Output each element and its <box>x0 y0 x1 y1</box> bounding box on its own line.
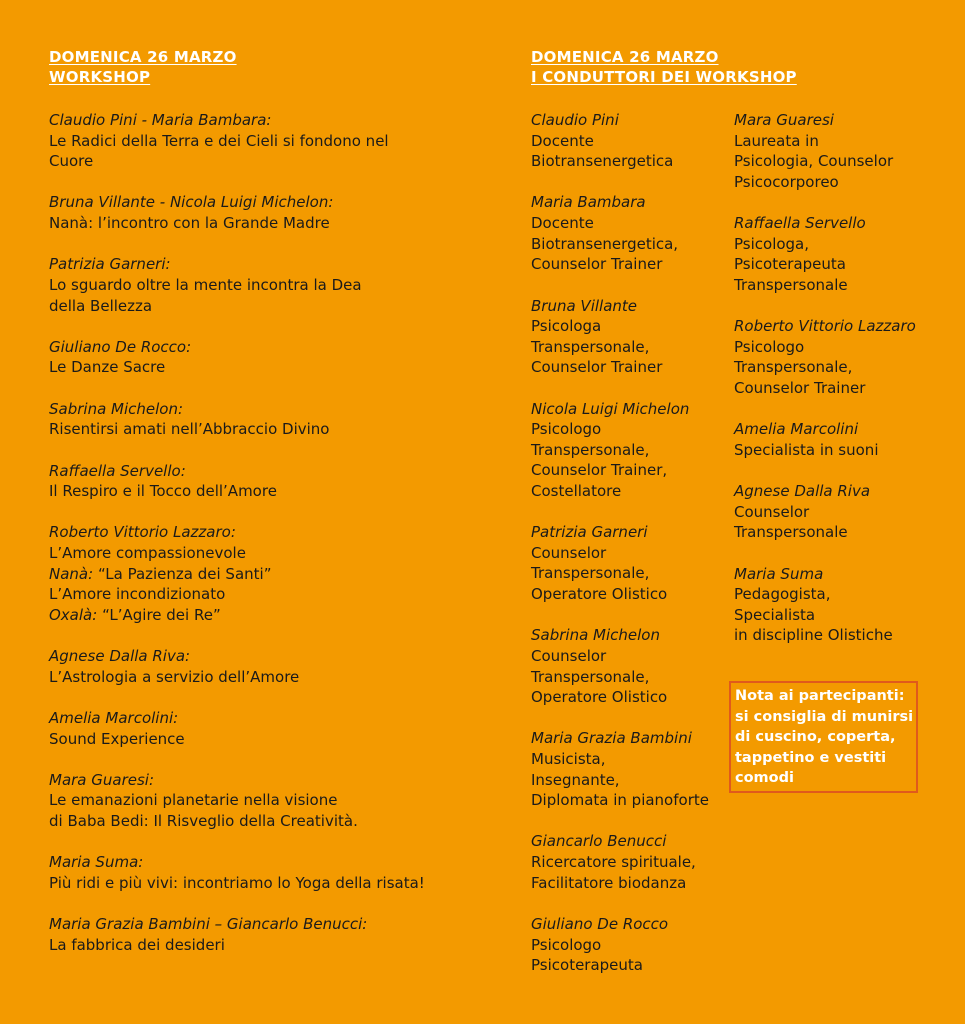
conductor-role-line: Transpersonale, <box>531 564 650 583</box>
workshop-item <box>49 461 469 502</box>
conductor-item <box>734 481 964 543</box>
left-header-title: WORKSHOP <box>49 68 151 86</box>
conductor-role-line: Counselor Trainer <box>734 378 866 397</box>
workshop-title-line: Nanà: l’incontro con la Grande Madre <box>49 214 330 233</box>
note-line: Nota ai partecipanti: <box>735 688 905 704</box>
conductor-item <box>531 728 731 810</box>
conductor-role-line: Specialista <box>734 605 816 624</box>
conductor-role-line: Pedagogista, <box>734 585 831 604</box>
conductor-role-line: Transpersonale, <box>734 358 853 377</box>
workshop-subtitle-text: “L’Agire dei Re” <box>97 605 221 624</box>
conductor-name: Sabrina Michelon <box>531 626 660 645</box>
workshop-title-line: Risentirsi amati nell’Abbraccio Divino <box>49 420 330 439</box>
conductor-name: Maria Suma <box>734 564 824 583</box>
workshop-item <box>49 852 469 893</box>
conductor-role-line: Operatore Olistico <box>531 688 668 707</box>
conductor-role-line: Docente <box>531 131 594 150</box>
note-line: comodi <box>735 770 794 786</box>
conductor-name: Roberto Vittorio Lazzaro <box>734 317 916 336</box>
conductor-role-line: Counselor <box>734 502 810 521</box>
workshop-title-line: Il Respiro e il Tocco dell’Amore <box>49 482 277 501</box>
conductor-item <box>734 419 964 460</box>
conductor-name: Patrizia Garneri <box>531 523 648 542</box>
conductor-item <box>531 296 731 378</box>
right-header-date: DOMENICA 26 MARZO <box>531 48 719 66</box>
conductor-role-line: Counselor <box>531 646 607 665</box>
conductor-role-line: Transpersonale <box>734 523 848 542</box>
workshop-title-line: La fabbrica dei desideri <box>49 935 225 954</box>
workshop-item <box>49 708 469 749</box>
workshop-title-line: L’Amore compassionevole <box>49 544 246 563</box>
conductor-item <box>531 831 731 893</box>
note-line: tappetino e vestiti <box>735 749 887 766</box>
conductor-role-line: Psicologa, <box>734 234 810 253</box>
workshop-presenter: Sabrina Michelon: <box>49 399 184 418</box>
conductor-name: Bruna Villante <box>531 296 638 315</box>
workshop-item <box>49 399 469 440</box>
conductor-role-line: Ricercatore spirituale, <box>531 853 696 872</box>
workshop-title-line <box>49 605 469 626</box>
workshop-presenter: Agnese Dalla Riva: <box>49 647 191 666</box>
conductors-column-1 <box>531 110 731 996</box>
conductor-role-line: Counselor Trainer <box>531 358 663 377</box>
conductor-role-line: Laureata in <box>734 131 819 150</box>
workshop-title-line: Le emanazioni planetarie nella visione <box>49 791 338 810</box>
workshop-item <box>49 770 469 832</box>
workshop-item <box>49 110 469 172</box>
workshop-title-line: Più ridi e più vivi: incontriamo lo Yoga della risata! <box>49 873 425 892</box>
left-header <box>49 47 237 87</box>
conductor-item <box>734 213 964 295</box>
workshop-item <box>49 254 469 316</box>
conductor-role-line: Docente <box>531 214 594 233</box>
conductor-name: Raffaella Servello <box>734 214 866 233</box>
conductor-name: Agnese Dalla Riva <box>734 482 871 501</box>
right-header <box>531 47 797 87</box>
note-line: si consiglia di munirsi <box>735 708 914 725</box>
participants-note-box <box>729 681 918 793</box>
workshop-title-line: Sound Experience <box>49 729 185 748</box>
workshop-item <box>49 914 469 955</box>
workshop-title-line <box>49 564 469 585</box>
workshop-item <box>49 192 469 233</box>
conductor-item <box>734 564 964 646</box>
conductor-role-line: Psicoterapeuta <box>531 956 643 975</box>
conductor-role-line: Psicologo <box>531 935 602 954</box>
conductor-name: Nicola Luigi Michelon <box>531 399 690 418</box>
conductor-role-line: in discipline Olistiche <box>734 626 893 645</box>
conductor-role-line: Diplomata in pianoforte <box>531 791 709 810</box>
conductor-role-line: Psicologa <box>531 317 602 336</box>
conductor-item <box>531 625 731 707</box>
conductor-item <box>531 914 731 976</box>
workshop-title-line: L’Amore incondizionato <box>49 585 226 604</box>
workshop-item <box>49 646 469 687</box>
workshop-presenter: Maria Grazia Bambini – Giancarlo Benucci: <box>49 915 368 934</box>
conductor-name: Mara Guaresi <box>734 111 834 129</box>
workshop-title-line: Le Radici della Terra e dei Cieli si fondono nel <box>49 131 389 150</box>
conductor-name: Amelia Marcolini <box>734 420 859 439</box>
workshop-presenter: Bruna Villante - Nicola Luigi Michelon: <box>49 193 334 212</box>
conductor-role-line: Facilitatore biodanza <box>531 873 687 892</box>
conductor-role-line: Psicocorporeo <box>734 172 839 191</box>
workshop-title-line: Lo sguardo oltre la mente incontra la Dea <box>49 275 362 294</box>
left-header-date: DOMENICA 26 MARZO <box>49 48 237 66</box>
conductor-role-line: Psicologia, Counselor <box>734 152 894 171</box>
right-header-title: I CONDUTTORI DEI WORKSHOP <box>531 68 797 86</box>
conductor-role-line: Counselor <box>531 543 607 562</box>
note-line: di cuscino, coperta, <box>735 729 896 745</box>
workshop-presenter: Patrizia Garneri: <box>49 255 171 274</box>
workshop-presenter: Claudio Pini - Maria Bambara: <box>49 111 272 129</box>
conductor-role-line: Biotransenergetica, <box>531 234 679 253</box>
workshop-presenter: Roberto Vittorio Lazzaro: <box>49 523 236 542</box>
conductor-name: Giancarlo Benucci <box>531 832 667 851</box>
workshop-item <box>49 337 469 378</box>
conductor-item <box>531 399 731 502</box>
conductor-item <box>531 522 731 604</box>
conductor-role-line: Musicista, <box>531 749 606 768</box>
conductor-name: Claudio Pini <box>531 111 619 129</box>
workshop-presenter: Amelia Marcolini: <box>49 708 179 727</box>
conductor-role-line: Psicologo <box>734 337 805 356</box>
conductor-role-line: Transpersonale <box>734 275 848 294</box>
conductor-role-line: Transpersonale, <box>531 667 650 686</box>
workshop-subtitle-label: Oxalà: <box>49 605 98 624</box>
workshop-subtitle-label: Nanà: <box>49 564 94 583</box>
workshop-title-line: Le Danze Sacre <box>49 358 166 377</box>
workshop-title-line: di Baba Bedi: Il Risveglio della Creatività. <box>49 812 358 831</box>
conductor-item <box>531 192 731 274</box>
workshop-title-line: della Bellezza <box>49 296 153 315</box>
workshop-list <box>49 110 469 976</box>
conductor-role-line: Insegnante, <box>531 770 620 789</box>
workshop-presenter: Raffaella Servello: <box>49 461 186 480</box>
workshop-subtitle-text: “La Pazienza dei Santi” <box>93 564 272 583</box>
workshop-title-line: L’Astrologia a servizio dell’Amore <box>49 667 300 686</box>
conductor-role-line: Counselor Trainer, <box>531 461 668 480</box>
conductor-role-line: Psicologo <box>531 420 602 439</box>
conductor-role-line: Costellatore <box>531 481 622 500</box>
conductor-role-line: Psicoterapeuta <box>734 255 846 274</box>
conductor-name: Maria Grazia Bambini <box>531 729 692 748</box>
conductor-role-line: Specialista in suoni <box>734 440 879 459</box>
conductor-name: Maria Bambara <box>531 193 646 212</box>
workshop-title-line: Cuore <box>49 152 94 171</box>
conductor-role-line: Transpersonale, <box>531 337 650 356</box>
workshop-presenter: Mara Guaresi: <box>49 770 155 789</box>
conductor-item <box>734 316 964 398</box>
workshop-presenter: Giuliano De Rocco: <box>49 337 192 356</box>
conductor-item <box>531 110 731 172</box>
conductor-role-line: Operatore Olistico <box>531 585 668 604</box>
workshop-presenter: Maria Suma: <box>49 853 144 872</box>
conductors-column-2 <box>734 110 964 667</box>
conductor-item <box>734 110 964 192</box>
conductor-role-line: Counselor Trainer <box>531 255 663 274</box>
conductor-role-line: Transpersonale, <box>531 440 650 459</box>
workshop-item <box>49 522 469 625</box>
conductor-role-line: Biotransenergetica <box>531 152 674 171</box>
conductor-name: Giuliano De Rocco <box>531 914 669 933</box>
